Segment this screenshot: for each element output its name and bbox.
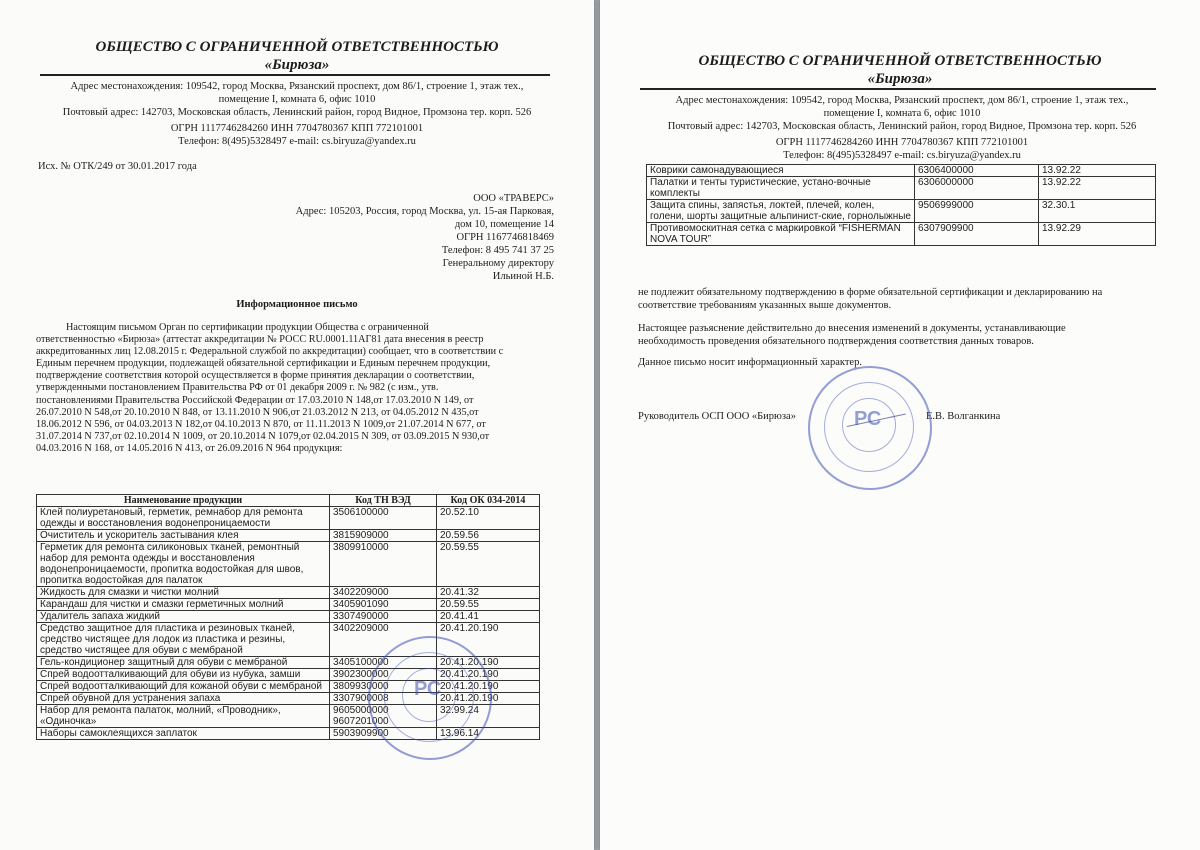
org-heading-2 (600, 52, 1200, 88)
text-line: подтверждение соответствия которой осуществляется в форме принятия декларации о соответствии, (36, 370, 475, 382)
cell-product-name: Наборы самоклеящихся заплаток (37, 728, 330, 740)
table-row (647, 223, 1156, 246)
letter-page-1 (0, 0, 594, 850)
org-ids (10, 122, 584, 148)
text-line: 18.06.2012 N 596, от 04.03.2013 N 182,от 04.10.2013 N 870, от 11.11.2013 N 1009,от 21.07.2014 N 677, от (36, 418, 486, 430)
text-line: Адрес: 105203, Россия, город Москва, ул. 15-ая Парковая, (295, 206, 554, 217)
text-line: Ильиной Н.Б. (492, 271, 554, 282)
paragraph-exemption (638, 286, 1178, 312)
cell-product-name: Жидкость для смазки и чистки молний (37, 587, 330, 599)
table-row (647, 177, 1156, 200)
text-line: Телефон: 8 495 741 37 25 (441, 245, 554, 256)
table-row (37, 599, 540, 611)
cell-product-name: Спрей обувной для устранения запаха (37, 693, 330, 705)
org-name: «Бирюза» (867, 71, 933, 87)
table-row (37, 530, 540, 542)
cell-tnved-code: 3809910000 (330, 542, 437, 587)
text-line: утвержденными постановлением Правительства РФ от 01 декабря 2009 г. № 982 (с изм., утв. (36, 382, 439, 394)
cell-tnved-code: 6306000000 (915, 177, 1039, 200)
cell-ok-code: 32.30.1 (1039, 200, 1156, 223)
cell-tnved-code: 3402209000 (330, 587, 437, 599)
cell-ok-code: 20.59.55 (437, 599, 540, 611)
cell-ok-code: 13.96.14 (437, 728, 540, 740)
text-line: не подлежит обязательному подтверждению в форме обязательной сертификации и декларированию на (638, 287, 1103, 298)
cell-product-name: Палатки и тенты туристические, устано-вочные комплекты (647, 177, 915, 200)
cell-ok-code: 20.41.20.190 (437, 693, 540, 705)
cell-tnved-code: 3307490000 (330, 611, 437, 623)
org-line: ОБЩЕСТВО С ОГРАНИЧЕННОЙ ОТВЕТСТВЕННОСТЬЮ (698, 53, 1102, 69)
cell-ok-code: 13.92.22 (1039, 165, 1156, 177)
signer-role: Руководитель ОСП ООО «Бирюза» (638, 411, 796, 422)
cell-tnved-code: 6306400000 (915, 165, 1039, 177)
cell-tnved-code: 3402209000 (330, 623, 437, 657)
products-table-continued (646, 164, 1156, 246)
cell-ok-code: 13.92.29 (1039, 223, 1156, 246)
cell-tnved-code: 3902300000 (330, 669, 437, 681)
cell-tnved-code: 3405901090 (330, 599, 437, 611)
table-row (37, 611, 540, 623)
text-line: аккредитованных лиц 12.08.2015 г. Федеральной службой по аккредитации) сообщает, что в соответствии с (36, 346, 504, 358)
text-line: постановлениями Правительства Российской Федерации от 17.03.2010 N 148,от 17.03.2010 N 149, от (36, 394, 474, 406)
cell-tnved-code: 3307900008 (330, 693, 437, 705)
cell-ok-code: 20.59.56 (437, 530, 540, 542)
cell-ok-code: 20.52.10 (437, 507, 540, 530)
text-line: 31.07.2014 N 737,от 02.10.2014 N 1009, от 20.10.2014 N 1079,от 02.04.2015 N 309, от 03.09.2015 N 930,от (36, 430, 490, 442)
cell-tnved-code: 3506100000 (330, 507, 437, 530)
address-line-2: помещение I, комната 6, офис 1010 (218, 94, 376, 105)
text-line: Единым перечнем продукции, подлежащей обязательной сертификации и Единым перечнем продукции, (36, 358, 491, 370)
text-line: 04.03.2016 N 168, от 14.05.2016 N 413, от 26.09.2016 N 964 продукция: (36, 442, 343, 454)
cell-ok-code: 20.59.55 (437, 542, 540, 587)
address-line-1: Адрес местонахождения: 109542, город Москва, Рязанский проспект, дом 86/1, строение 1, этаж тех., (675, 95, 1129, 106)
table-row (37, 542, 540, 587)
cell-product-name: Защита спины, запястья, локтей, плечей, колен, голени, шорты защитные альпинист-ские, горнолыжные (647, 200, 915, 223)
org-address-2 (614, 94, 1190, 133)
cell-product-name: Карандаш для чистки и смазки герметичных молний (37, 599, 330, 611)
cell-ok-code: 20.41.41 (437, 611, 540, 623)
header-rule (40, 74, 550, 76)
text-line: ОГРН 1167746818469 (456, 232, 554, 243)
contacts: Телефон: 8(495)5328497 e-mail: cs.biryuza@yandex.ru (783, 150, 1021, 161)
cell-product-name: Очиститель и ускоритель застывания клея (37, 530, 330, 542)
recipient-block (234, 192, 554, 283)
org-address (10, 80, 584, 119)
contacts: Телефон: 8(495)5328497 e-mail: cs.biryuza@yandex.ru (178, 136, 416, 147)
cell-product-name: Спрей водоотталкивающий для обуви из нубука, замши (37, 669, 330, 681)
paragraph-validity (638, 322, 1178, 348)
address-line-2: помещение I, комната 6, офис 1010 (823, 108, 981, 119)
address-line-1: Адрес местонахождения: 109542, город Москва, Рязанский проспект, дом 86/1, строение 1, этаж тех., (70, 81, 524, 92)
cell-tnved-code: 9506999000 (915, 200, 1039, 223)
text-line: соответствие требованиям указанных выше документов. (638, 300, 892, 311)
cell-ok-code: 13.92.22 (1039, 177, 1156, 200)
cell-product-name: Гель-кондиционер защитный для обуви с мембраной (37, 657, 330, 669)
cell-ok-code: 20.41.32 (437, 587, 540, 599)
table-row (647, 165, 1156, 177)
cell-ok-code: 20.41.20.190 (437, 669, 540, 681)
cell-product-name: Противомоскитная сетка с маркировкой “FISHERMAN NOVA TOUR” (647, 223, 915, 246)
letter-page-2 (600, 0, 1200, 850)
org-name: «Бирюза» (264, 57, 330, 73)
organization-stamp: РС (368, 636, 492, 760)
cell-product-name: Коврики самонадувающиеся (647, 165, 915, 177)
header-rule-2 (640, 88, 1156, 90)
cell-tnved-code: 6307909900 (915, 223, 1039, 246)
cell-tnved-code: 5903909900 (330, 728, 437, 740)
col-header-name: Наименование продукции (37, 495, 330, 507)
cell-ok-code: 32.99.24 (437, 705, 540, 728)
cell-tnved-code: 9605000000 9607201000 (330, 705, 437, 728)
text-line: ООО «ТРАВЕРС» (473, 193, 554, 204)
cell-ok-code: 20.41.20.190 (437, 657, 540, 669)
org-ids-2 (614, 136, 1190, 162)
cell-product-name: Клей полиуретановый, герметик, ремнабор для ремонта одежды и восстановления водонепроницаемости (37, 507, 330, 530)
paragraph-informational: Данное письмо носит информационный характер. (638, 357, 862, 368)
cell-product-name: Герметик для ремонта силиконовых тканей, ремонтный набор для ремонта одежды и восстановления водонепроницаемости, пропитка водостойкая для швов, пропитка водостойкая для палаток (37, 542, 330, 587)
cell-product-name: Средство защитное для пластика и резиновых тканей, средство чистящее для лодок из пластика и резины, средство чистящее для обуви с мембраной (37, 623, 330, 657)
cell-ok-code: 20.41.20.190 (437, 681, 540, 693)
cell-tnved-code: 3405100000 (330, 657, 437, 669)
letter-body (36, 322, 576, 455)
cell-product-name: Набор для ремонта палаток, молний, «Проводник», «Одиночка» (37, 705, 330, 728)
table-header-row (37, 495, 540, 507)
text-line: 26.07.2010 N 548,от 20.10.2010 N 848, от 13.11.2010 N 906,от 21.03.2012 N 213, от 04.05.2012 N 435,от (36, 406, 479, 418)
text-line: необходимость проведения обязательного подтверждения соответствия данных товаров. (638, 336, 1034, 347)
text-line: Настоящее разъяснение действительно до внесения изменений в документы, устанавливающие (638, 323, 1066, 334)
signer-name: Е.В. Волганкина (926, 411, 1001, 422)
col-header-ok: Код ОК 034-2014 (437, 495, 540, 507)
col-header-tnved: Код ТН ВЭД (330, 495, 437, 507)
text-line: Генеральному директору (442, 258, 554, 269)
text-line: Настоящим письмом Орган по сертификации продукции Общества с ограниченной (66, 322, 429, 333)
org-line: ОБЩЕСТВО С ОГРАНИЧЕННОЙ ОТВЕТСТВЕННОСТЬЮ (95, 39, 499, 55)
text-line: ответственностью «Бирюза» (аттестат аккредитации № РОСС RU.0001.11АГ81 дата внесения в реестр (36, 334, 484, 346)
cell-ok-code: 20.41.20.190 (437, 623, 540, 657)
registration-ids: ОГРН 1117746284260 ИНН 7704780367 КПП 772101001 (775, 137, 1029, 148)
org-heading (0, 38, 594, 74)
table-row (37, 507, 540, 530)
cell-product-name: Удалитель запаха жидкий (37, 611, 330, 623)
table-row (647, 200, 1156, 223)
table-row (37, 587, 540, 599)
cell-tnved-code: 3809930000 (330, 681, 437, 693)
postal-address: Почтовый адрес: 142703, Московская область, Ленинский район, город Видное, Промзона тер. корп. 526 (62, 107, 532, 118)
registration-ids: ОГРН 1117746284260 ИНН 7704780367 КПП 772101001 (170, 123, 424, 134)
cell-tnved-code: 3815909000 (330, 530, 437, 542)
text-line: дом 10, помещение 14 (454, 219, 554, 230)
postal-address: Почтовый адрес: 142703, Московская область, Ленинский район, город Видное, Промзона тер. корп. 526 (667, 121, 1137, 132)
organization-stamp-2: РС (808, 366, 932, 490)
outgoing-ref: Исх. № ОТК/249 от 30.01.2017 года (38, 161, 197, 172)
cell-product-name: Спрей водоотталкивающий для кожаной обуви с мембраной (37, 681, 330, 693)
letter-title: Информационное письмо (236, 299, 358, 310)
